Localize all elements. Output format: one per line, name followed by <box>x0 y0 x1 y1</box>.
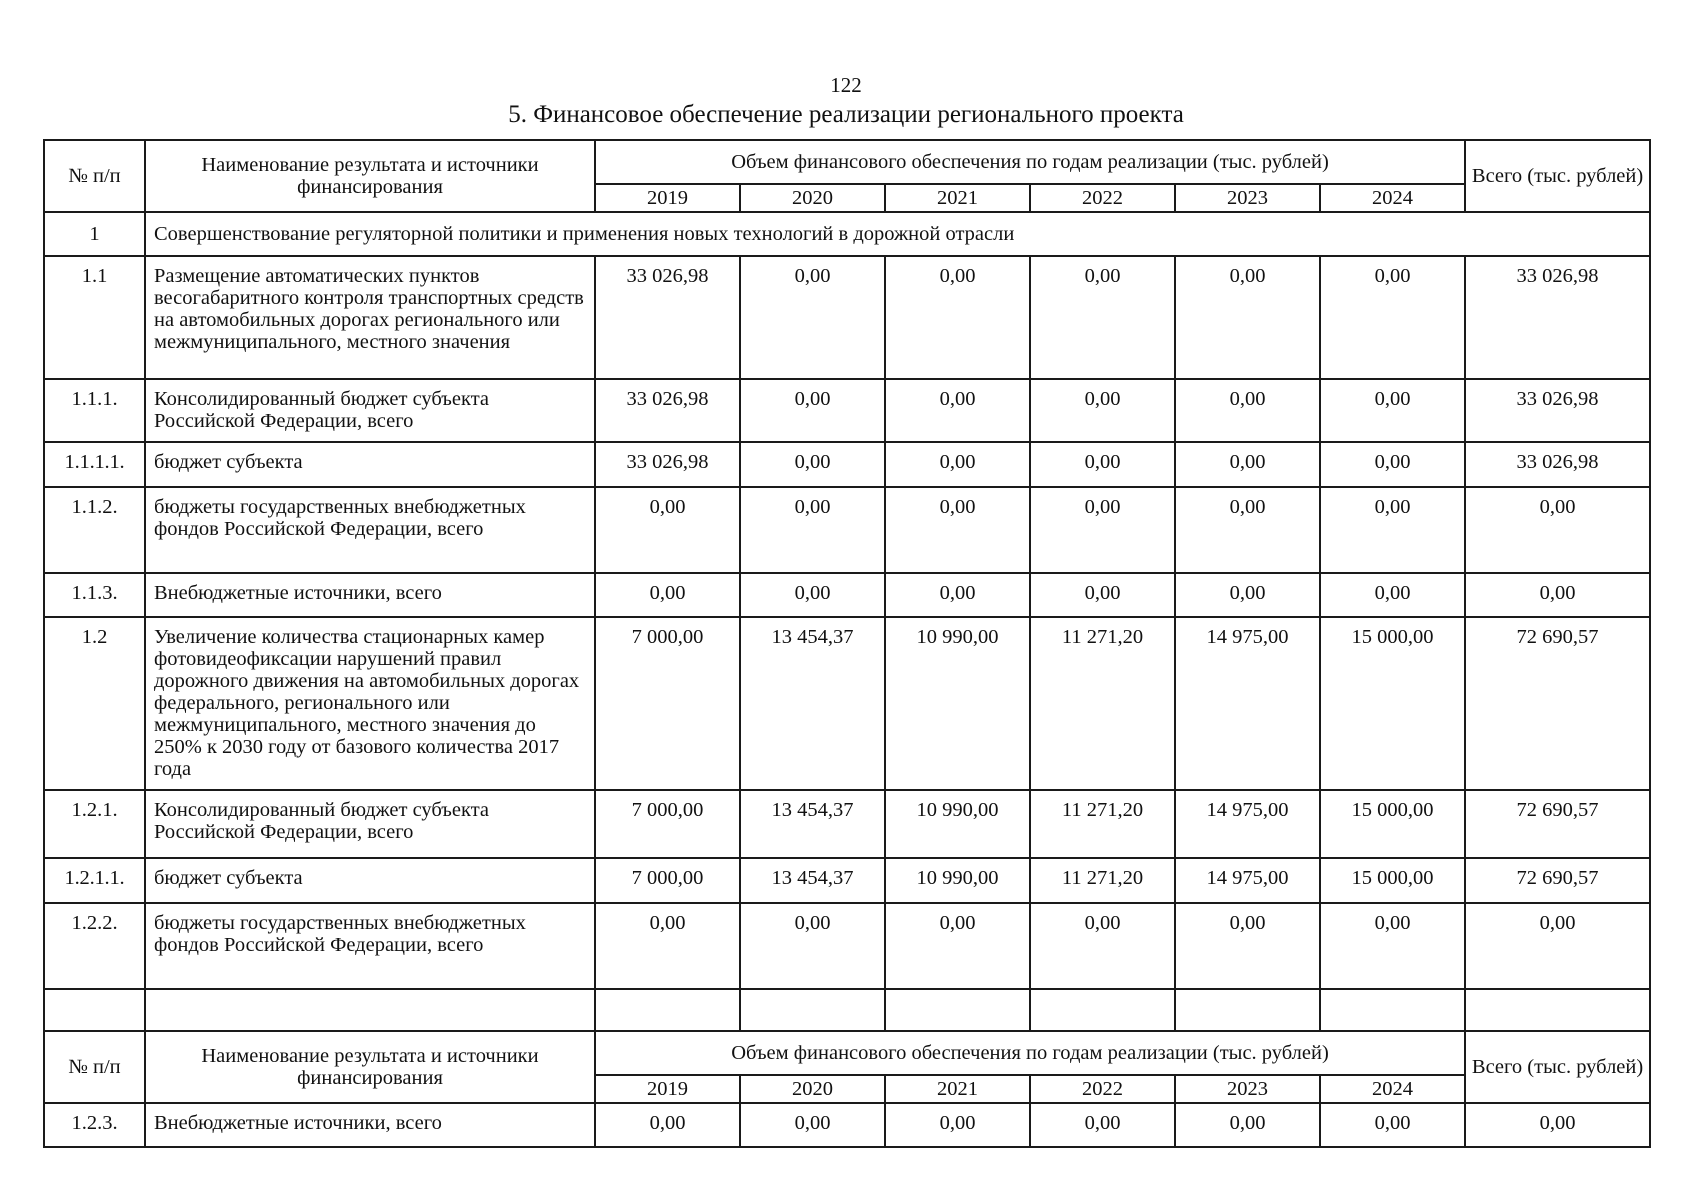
row-value: 33 026,98 <box>595 379 740 442</box>
row-value: 0,00 <box>1320 487 1465 573</box>
header-volume: Объем финансового обеспечения по годам реализации (тыс. рублей) <box>595 1031 1465 1075</box>
row-value: 0,00 <box>1030 903 1175 989</box>
table-row <box>44 379 1650 442</box>
row-total: 0,00 <box>1465 1103 1650 1147</box>
row-value: 0,00 <box>1175 379 1320 442</box>
row-total: 72 690,57 <box>1465 617 1650 790</box>
row-value: 14 975,00 <box>1175 617 1320 790</box>
row-name: Внебюджетные источники, всего <box>145 573 595 617</box>
header-year: 2023 <box>1175 184 1320 212</box>
header-year: 2023 <box>1175 1075 1320 1103</box>
row-value: 0,00 <box>1320 1103 1465 1147</box>
row-value: 0,00 <box>1175 442 1320 487</box>
row-value: 7 000,00 <box>595 617 740 790</box>
row-value: 33 026,98 <box>595 442 740 487</box>
row-value: 7 000,00 <box>595 790 740 858</box>
row-value: 10 990,00 <box>885 617 1030 790</box>
row-value: 0,00 <box>1175 1103 1320 1147</box>
row-name: бюджет субъекта <box>145 442 595 487</box>
row-num: 1.1.1.1. <box>44 442 145 487</box>
table-header-row <box>44 140 1650 184</box>
row-value: 0,00 <box>885 256 1030 379</box>
table-row <box>44 573 1650 617</box>
table-row <box>44 790 1650 858</box>
row-value: 0,00 <box>740 903 885 989</box>
table-header-row-repeat <box>44 1031 1650 1075</box>
row-num: 1.1 <box>44 256 145 379</box>
row-value: 0,00 <box>885 903 1030 989</box>
table-row <box>44 487 1650 573</box>
row-value: 0,00 <box>740 487 885 573</box>
header-volume: Объем финансового обеспечения по годам реализации (тыс. рублей) <box>595 140 1465 184</box>
row-value: 0,00 <box>885 487 1030 573</box>
header-year: 2020 <box>740 1075 885 1103</box>
header-num: № п/п <box>44 140 145 212</box>
row-name: Размещение автоматических пунктов весогабаритного контроля транспортных средств на автомобильных дорогах регионального или межмуниципального, местного значения <box>145 256 595 379</box>
row-total: 72 690,57 <box>1465 858 1650 903</box>
row-num: 1.1.1. <box>44 379 145 442</box>
row-value: 0,00 <box>595 487 740 573</box>
header-year: 2024 <box>1320 1075 1465 1103</box>
row-value: 0,00 <box>885 442 1030 487</box>
row-value: 15 000,00 <box>1320 617 1465 790</box>
row-name: бюджеты государственных внебюджетных фондов Российской Федерации, всего <box>145 487 595 573</box>
header-name: Наименование результата и источники финансирования <box>145 140 595 212</box>
section-text: Совершенствование регуляторной политики и применения новых технологий в дорожной отрасли <box>145 212 1650 256</box>
row-value: 0,00 <box>1320 379 1465 442</box>
row-value: 0,00 <box>1175 487 1320 573</box>
row-num: 1.2.1. <box>44 790 145 858</box>
empty-cell <box>1465 989 1650 1031</box>
row-total: 0,00 <box>1465 487 1650 573</box>
row-total: 0,00 <box>1465 903 1650 989</box>
row-value: 0,00 <box>595 573 740 617</box>
section-row <box>44 212 1650 256</box>
header-year: 2019 <box>595 184 740 212</box>
row-value: 0,00 <box>885 573 1030 617</box>
table-row <box>44 903 1650 989</box>
row-value: 0,00 <box>1030 442 1175 487</box>
row-value: 0,00 <box>740 573 885 617</box>
row-name: Увеличение количества стационарных камер фотовидеофиксации нарушений правил дорожного движения на автомобильных дорогах федерального, регионального или межмуниципального, местного значения до 250% к 2030 году от базового количества 2017 года <box>145 617 595 790</box>
row-value: 33 026,98 <box>595 256 740 379</box>
row-value: 0,00 <box>1320 442 1465 487</box>
header-year: 2021 <box>885 184 1030 212</box>
row-value: 0,00 <box>1030 573 1175 617</box>
row-value: 0,00 <box>1030 1103 1175 1147</box>
row-total: 33 026,98 <box>1465 379 1650 442</box>
row-value: 10 990,00 <box>885 790 1030 858</box>
empty-cell <box>44 989 145 1031</box>
row-num: 1.1.2. <box>44 487 145 573</box>
row-value: 0,00 <box>1320 903 1465 989</box>
row-num: 1.2.3. <box>44 1103 145 1147</box>
row-total: 0,00 <box>1465 573 1650 617</box>
financing-table <box>43 139 1651 1148</box>
row-value: 0,00 <box>1175 256 1320 379</box>
row-value: 0,00 <box>1320 256 1465 379</box>
header-year: 2022 <box>1030 184 1175 212</box>
row-value: 0,00 <box>1320 573 1465 617</box>
row-name: Консолидированный бюджет субъекта Российской Федерации, всего <box>145 790 595 858</box>
row-value: 13 454,37 <box>740 617 885 790</box>
row-value: 11 271,20 <box>1030 617 1175 790</box>
row-value: 14 975,00 <box>1175 858 1320 903</box>
row-value: 0,00 <box>1030 256 1175 379</box>
empty-cell <box>1030 989 1175 1031</box>
row-value: 13 454,37 <box>740 858 885 903</box>
header-name: Наименование результата и источники финансирования <box>145 1031 595 1103</box>
row-value: 10 990,00 <box>885 858 1030 903</box>
row-value: 0,00 <box>1030 487 1175 573</box>
empty-row <box>44 989 1650 1031</box>
row-value: 0,00 <box>740 1103 885 1147</box>
empty-cell <box>1320 989 1465 1031</box>
header-year: 2021 <box>885 1075 1030 1103</box>
row-value: 11 271,20 <box>1030 858 1175 903</box>
empty-cell <box>595 989 740 1031</box>
row-value: 0,00 <box>1175 573 1320 617</box>
row-total: 33 026,98 <box>1465 256 1650 379</box>
row-value: 13 454,37 <box>740 790 885 858</box>
row-value: 15 000,00 <box>1320 790 1465 858</box>
row-total: 33 026,98 <box>1465 442 1650 487</box>
row-num: 1.2 <box>44 617 145 790</box>
empty-cell <box>740 989 885 1031</box>
row-value: 0,00 <box>740 256 885 379</box>
row-total: 72 690,57 <box>1465 790 1650 858</box>
table-row <box>44 617 1650 790</box>
row-value: 0,00 <box>595 1103 740 1147</box>
table-row <box>44 1103 1650 1147</box>
row-value: 0,00 <box>885 379 1030 442</box>
row-value: 7 000,00 <box>595 858 740 903</box>
table-row <box>44 256 1650 379</box>
row-value: 0,00 <box>740 442 885 487</box>
page-number: 122 <box>830 73 862 97</box>
row-value: 14 975,00 <box>1175 790 1320 858</box>
row-name: бюджет субъекта <box>145 858 595 903</box>
row-name: бюджеты государственных внебюджетных фондов Российской Федерации, всего <box>145 903 595 989</box>
table-row <box>44 442 1650 487</box>
row-value: 0,00 <box>1175 903 1320 989</box>
section-num: 1 <box>44 212 145 256</box>
row-name: Консолидированный бюджет субъекта Российской Федерации, всего <box>145 379 595 442</box>
row-num: 1.2.2. <box>44 903 145 989</box>
header-year: 2024 <box>1320 184 1465 212</box>
row-value: 0,00 <box>595 903 740 989</box>
header-total: Всего (тыс. рублей) <box>1465 1031 1650 1103</box>
page-title: 5. Финансовое обеспечение реализации регионального проекта <box>508 101 1184 128</box>
row-num: 1.2.1.1. <box>44 858 145 903</box>
row-name: Внебюджетные источники, всего <box>145 1103 595 1147</box>
row-value: 0,00 <box>885 1103 1030 1147</box>
row-value: 15 000,00 <box>1320 858 1465 903</box>
row-value: 0,00 <box>1030 379 1175 442</box>
row-value: 11 271,20 <box>1030 790 1175 858</box>
empty-cell <box>1175 989 1320 1031</box>
table-row <box>44 858 1650 903</box>
empty-cell <box>145 989 595 1031</box>
header-total: Всего (тыс. рублей) <box>1465 140 1650 212</box>
row-num: 1.1.3. <box>44 573 145 617</box>
header-year: 2019 <box>595 1075 740 1103</box>
empty-cell <box>885 989 1030 1031</box>
header-year: 2022 <box>1030 1075 1175 1103</box>
row-value: 0,00 <box>740 379 885 442</box>
header-num: № п/п <box>44 1031 145 1103</box>
header-year: 2020 <box>740 184 885 212</box>
